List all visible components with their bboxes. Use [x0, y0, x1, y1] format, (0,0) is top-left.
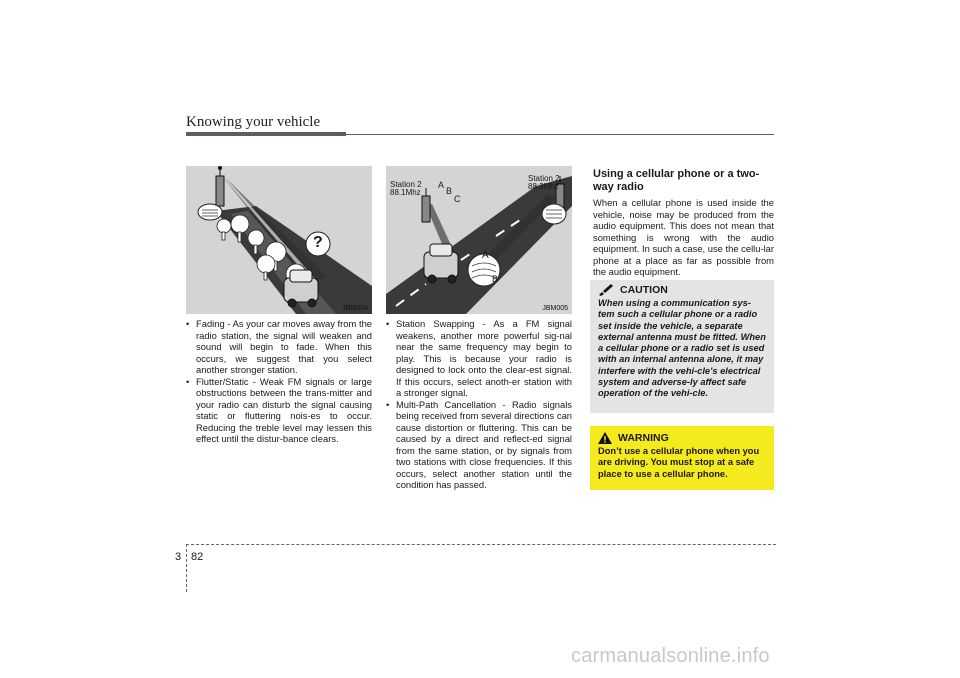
bullet-flutter-static: • Flutter/Static - Weak FM signals or large obstructions between the trans-mitter and your radio can disturb the signal causing static or fluttering nois-es to occur. Reducing the treble level may lessen this effect until the distur-bance clears. [186, 376, 372, 445]
station-right-frequency: 88.3Mhz [528, 182, 559, 191]
warning-box [590, 426, 774, 490]
header-rule [346, 134, 774, 135]
signal-letter-b: B [446, 186, 453, 196]
figure-label: JBM005 [542, 305, 568, 312]
page-number: 82 [191, 551, 204, 563]
column-2 [386, 318, 572, 491]
caution-body: When using a communication sys-tem such a cellular phone or a radio set inside the vehicle, a separate external antenna must be fitted. When a cellular phone or a radio set is used with an internal antenna alone, it may interfere with the vehi-cle's electrical system and adverse-ly affect safe operation of the vehi-cle. [598, 298, 766, 399]
bullet-fading: • Fading - As your car moves away from the radio station, the signal will weaken and sound will begin to fade. When this occurs, we suggest that you select another stronger station. [186, 318, 372, 376]
column-1 [186, 318, 372, 445]
warning-triangle-icon [598, 432, 612, 444]
watermark: carmanualsonline.info [571, 645, 770, 667]
bullet-list [186, 318, 372, 445]
station-left-name: Station 2 [390, 180, 422, 189]
chapter-number: 3 [175, 551, 182, 563]
question-mark: ? [313, 234, 323, 251]
figure-label: JBM004 [342, 305, 368, 312]
station-right-name: Station 2 [528, 174, 560, 183]
header-bar [186, 132, 346, 136]
page-header-title: Knowing your vehicle [186, 114, 321, 130]
bullet-station-swapping: • Station Swapping - As a FM signal weakens, another more powerful sig-nal near the same frequency may begin to play. This is because your radio is designed to lock onto the clear-est signal. If this occurs, select anoth-er station with a stronger signal. [386, 318, 572, 399]
warning-title: WARNING [618, 432, 669, 444]
car-letter-b: B [492, 274, 499, 284]
fading-illustration [186, 166, 372, 314]
caution-title: CAUTION [620, 284, 668, 296]
footer-rule [186, 544, 776, 545]
station-left-frequency: 88.1Mhz [390, 188, 421, 197]
car-letter-a: A [482, 250, 489, 261]
warning-body: Don’t use a cellular phone when you are driving. You must stop at a safe place to use a cellular phone. [598, 446, 760, 479]
caution-header [598, 284, 766, 296]
signal-letter-c: C [454, 194, 461, 204]
bullet-list [386, 318, 572, 491]
signal-letter-a: A [438, 180, 445, 190]
caution-box [590, 280, 774, 413]
figure-station-swapping [386, 166, 572, 314]
pencil-icon [598, 284, 614, 296]
bullet-multi-path: • Multi-Path Cancellation - Radio signals being received from several directions can cause distortion or fluttering. This can be caused by a direct and reflect-ed signal from the same station, or by signals from two stations with close frequencies. If this occurs, select another station until the condition has passed. [386, 399, 572, 491]
footer-vertical-rule [186, 544, 187, 592]
section-body: When a cellular phone is used inside the vehicle, noise may be produced from the audio equipment. This does not mean that something is wrong with the audio equipment. In such a case, use the cellu-lar phone at a place as far as possible from the audio equipment. [593, 197, 774, 277]
warning-header [598, 432, 766, 444]
figure-fading [186, 166, 372, 314]
section-heading: Using a cellular phone or a two-way radio [593, 168, 760, 193]
column-3 [593, 168, 774, 278]
